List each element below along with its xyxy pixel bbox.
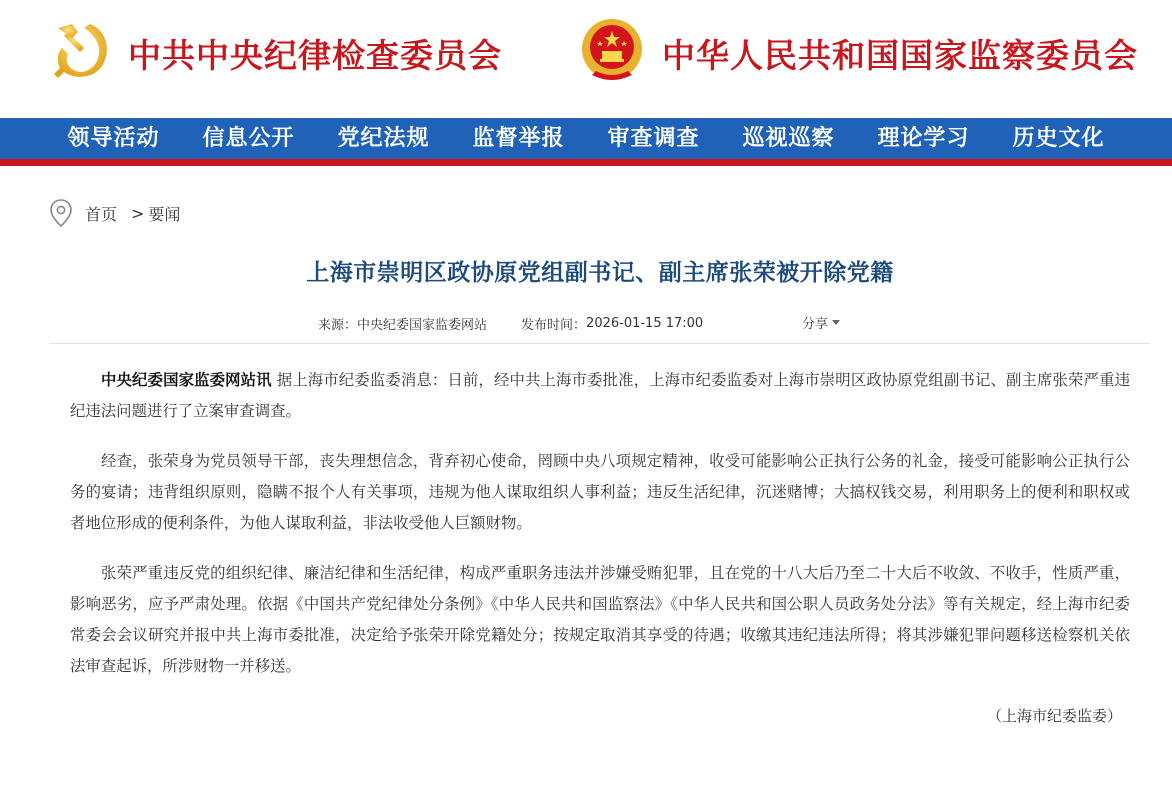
nsc-site-name: 中华人民共和国国家监察委员会 <box>662 35 1138 75</box>
breadcrumb <box>49 198 180 228</box>
nav-item-info-disclosure[interactable]: 信息公开 <box>202 125 295 151</box>
source-value: 中央纪委国家监委网站 <box>357 318 488 333</box>
location-pin-icon <box>49 198 73 228</box>
time-label: 发布时间： <box>521 318 587 333</box>
party-emblem-icon <box>50 18 116 88</box>
nav-item-leadership[interactable]: 领导活动 <box>67 125 160 151</box>
article-meta <box>318 314 703 333</box>
paragraph-1: 中央纪委国家监委网站讯 据上海市纪委监委消息：日前，经中共上海市委批准，上海市纪委监委对上海市崇明区政协原党组副书记、副主席张荣严重违纪违法问题进行了立案审查调查。 <box>70 371 1130 420</box>
nav-item-regulations[interactable]: 党纪法规 <box>337 125 430 151</box>
divider <box>49 343 1150 344</box>
breadcrumb-separator: > <box>131 203 145 223</box>
ccdi-site-name: 中共中央纪律检查委员会 <box>128 35 502 75</box>
nav-item-inspection[interactable]: 巡视巡察 <box>742 125 835 151</box>
source-label: 来源： <box>318 318 358 333</box>
nav-item-history[interactable]: 历史文化 <box>1012 125 1105 151</box>
article-end-source: （上海市纪委监委） <box>986 707 1122 725</box>
breadcrumb-home-link[interactable]: 首页 <box>85 204 118 224</box>
nsc-logo[interactable] <box>576 18 1166 88</box>
paragraph-3: 张荣严重违反党的组织纪律、廉洁纪律和生活纪律，构成严重职务违法并涉嫌受贿犯罪，且在党的十八大后乃至二十大后不收敛、不收手，性质严重，影响恶劣，应予严肃处理。依据《中国共产党纪律处分条例》《中华人民共和国监察法》《中华人民共和国公职人员政务处分法》等有关规定，经上海市纪委常委会会议研究并报中共上海市委批准，决定给予张荣开除党籍处分；按规定取消其享受的待遇；收缴其违纪违法所得；将其涉嫌犯罪问题移送检察机关依法审查起诉，所涉财物一并移送。 <box>70 564 1130 675</box>
share-label: 分享 <box>802 317 829 332</box>
ccdi-logo[interactable] <box>50 18 520 88</box>
breadcrumb-current-link[interactable]: 要闻 <box>148 204 181 224</box>
time-value: 2026-01-15 17:00 <box>586 316 704 331</box>
main-nav <box>0 118 1172 166</box>
site-header <box>0 0 1172 118</box>
nav-item-investigation[interactable]: 审查调查 <box>607 125 700 151</box>
national-emblem-icon <box>576 15 648 91</box>
paragraph-2: 经查，张荣身为党员领导干部，丧失理想信念，背弃初心使命，罔顾中央八项规定精神，收受可能影响公正执行公务的礼金，接受可能影响公正执行公务的宴请；违背组织原则，隐瞒不报个人有关事项，违规为他人谋取组织人事利益；违反生活纪律，沉迷赌博；大搞权钱交易，利用职务上的便利和职权或者地位形成的便利条件，为他人谋取利益，非法收受他人巨额财物。 <box>70 452 1130 532</box>
article-body <box>70 365 1130 701</box>
share-button[interactable] <box>802 313 840 332</box>
nav-item-report[interactable]: 监督举报 <box>472 125 565 151</box>
article-title: 上海市崇明区政协原党组副书记、副主席张荣被开除党籍 <box>306 260 894 286</box>
dateline: 中央纪委国家监委网站讯 <box>101 371 272 389</box>
chevron-down-icon <box>832 320 840 325</box>
nav-item-theory[interactable]: 理论学习 <box>877 125 970 151</box>
